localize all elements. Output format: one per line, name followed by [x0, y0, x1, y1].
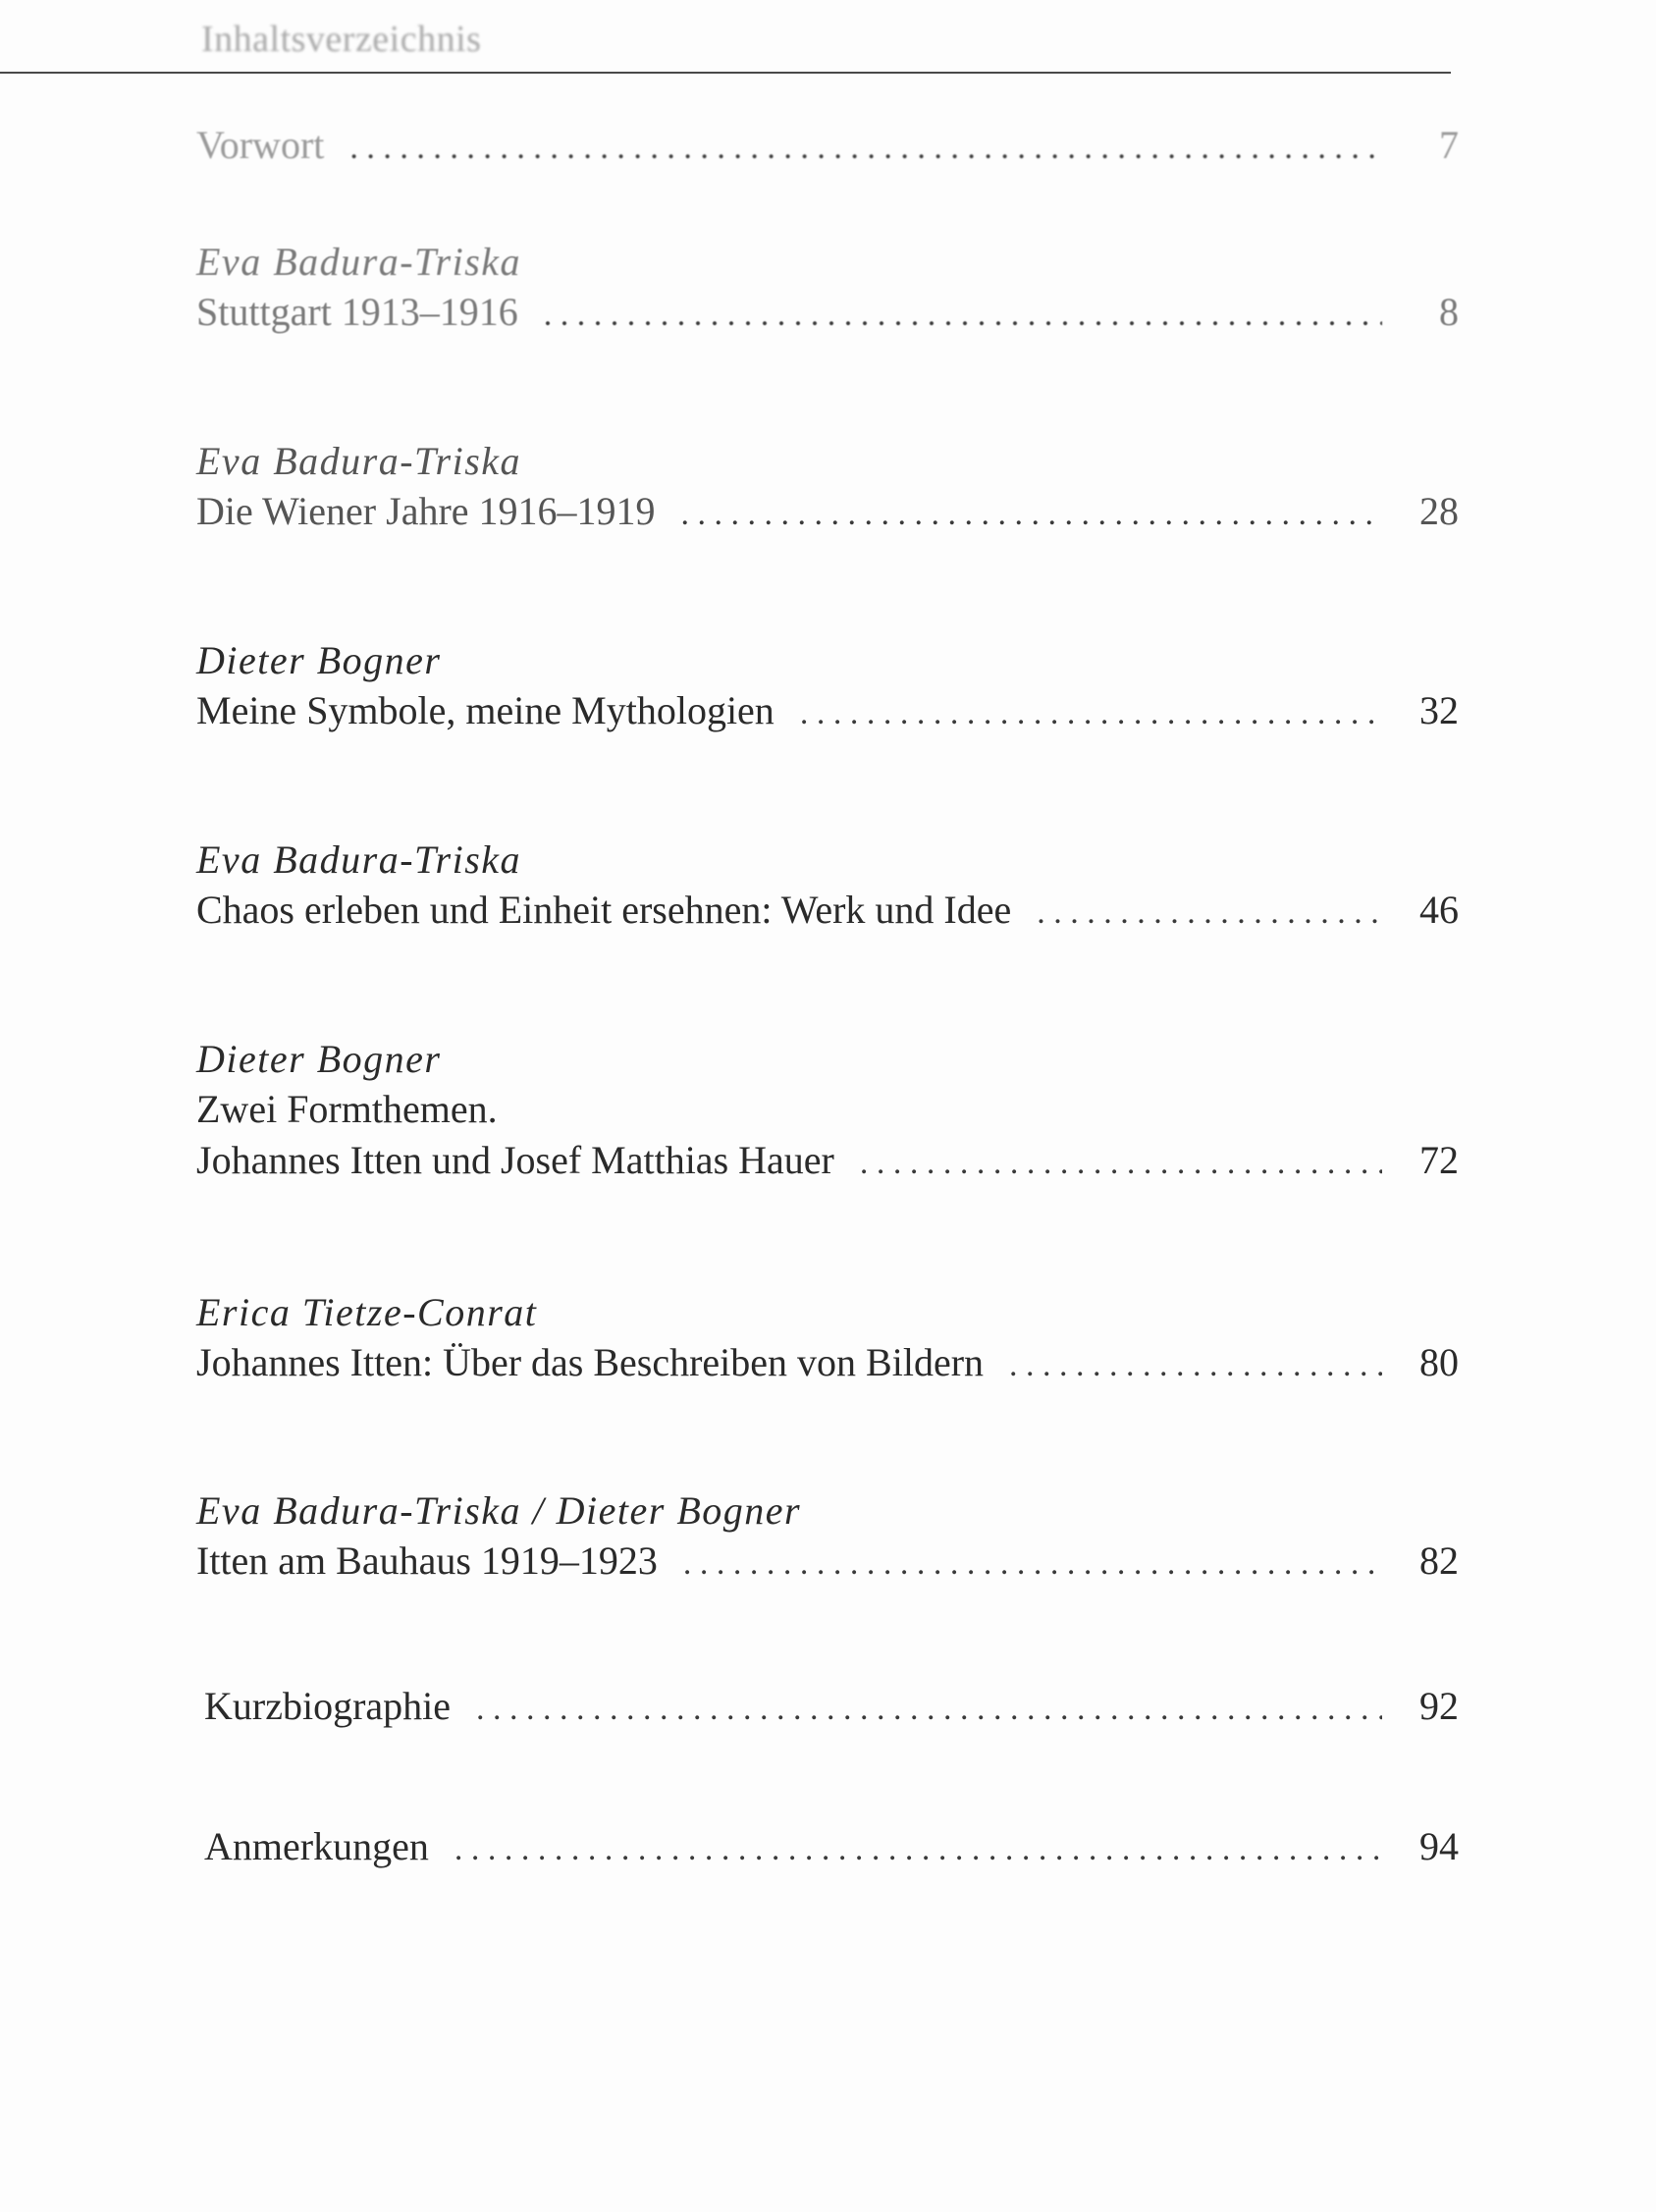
entry-title: Vorwort: [196, 123, 325, 167]
toc-entry-stuttgart[interactable]: [196, 238, 1459, 341]
dot-leader: [476, 1684, 1382, 1735]
entry-title: Itten am Bauhaus 1919–1923: [196, 1538, 658, 1583]
entry-title-line: Zwei Formthemen.: [196, 1087, 498, 1131]
entry-author: Eva Badura-Triska / Dieter Bogner: [196, 1488, 802, 1533]
entry-page-number: 28: [1419, 489, 1459, 533]
dot-leader: [544, 290, 1382, 341]
dot-leader: [1009, 1340, 1382, 1391]
toc-entry-wiener-jahre[interactable]: [196, 437, 1459, 540]
entry-page-number: 32: [1419, 688, 1459, 732]
entry-title: Anmerkungen: [204, 1824, 429, 1868]
entry-author: Eva Badura-Triska: [196, 837, 522, 882]
entry-title: Stuttgart 1913–1916: [196, 290, 518, 334]
toc-entry-vorwort[interactable]: [196, 120, 1459, 174]
entry-page-number: 80: [1419, 1340, 1459, 1384]
entry-title: Chaos erleben und Einheit ersehnen: Werk und Idee: [196, 888, 1012, 932]
toc-entry-formthemen[interactable]: [196, 1035, 1459, 1189]
toc-entry-anmerkungen[interactable]: [204, 1821, 1459, 1875]
dot-leader: [349, 123, 1382, 174]
toc-heading: Inhaltsverzeichnis: [201, 19, 482, 60]
toc-entry-beschreiben[interactable]: [196, 1288, 1459, 1391]
entry-page-number: 92: [1419, 1684, 1459, 1728]
entry-page-number: 8: [1439, 290, 1459, 334]
entry-title: Johannes Itten und Josef Matthias Hauer: [196, 1138, 834, 1182]
entry-title: Die Wiener Jahre 1916–1919: [196, 489, 656, 533]
entry-title: Meine Symbole, meine Mythologien: [196, 688, 775, 732]
entry-page-number: 7: [1439, 123, 1459, 167]
dot-leader: [683, 1538, 1382, 1590]
header-rule: [0, 72, 1451, 74]
dot-leader: [1037, 888, 1382, 939]
toc-entry-chaos[interactable]: [196, 836, 1459, 939]
entry-page-number: 46: [1419, 888, 1459, 932]
toc-entry-symbole[interactable]: [196, 636, 1459, 739]
dot-leader: [681, 489, 1382, 540]
entry-title: Johannes Itten: Über das Beschreiben von Bildern: [196, 1340, 985, 1384]
dot-leader: [454, 1824, 1382, 1875]
entry-author: Erica Tietze-Conrat: [196, 1290, 538, 1334]
entry-page-number: 72: [1419, 1138, 1459, 1182]
entry-page-number: 82: [1419, 1538, 1459, 1583]
toc-entry-kurzbiographie[interactable]: [204, 1681, 1459, 1735]
dot-leader: [860, 1138, 1382, 1189]
entry-title: Kurzbiographie: [204, 1684, 452, 1728]
toc-entry-bauhaus[interactable]: [196, 1486, 1459, 1590]
entry-page-number: 94: [1419, 1824, 1459, 1868]
entry-author: Dieter Bogner: [196, 638, 442, 682]
entry-author: Eva Badura-Triska: [196, 240, 522, 284]
dot-leader: [800, 688, 1382, 739]
entry-author: Eva Badura-Triska: [196, 439, 522, 483]
entry-author: Dieter Bogner: [196, 1037, 442, 1081]
